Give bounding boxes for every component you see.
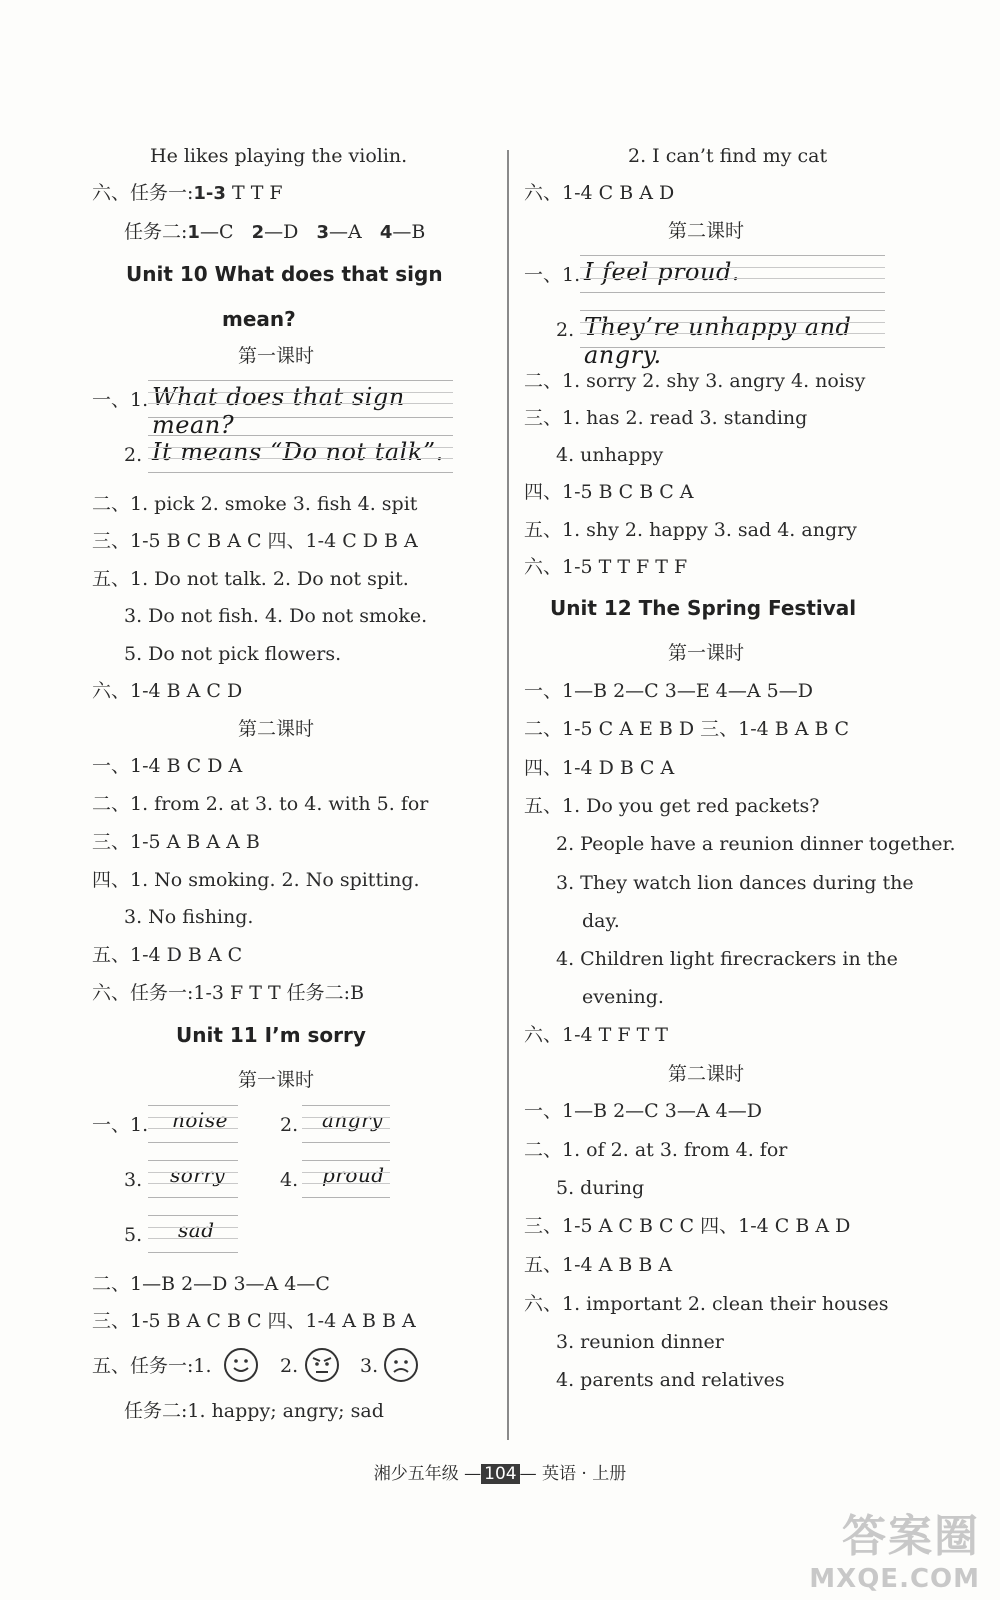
answer-line: 3. Do not fish. 4. Do not smoke. <box>124 605 428 627</box>
unit-title: Unit 10 What does that sign <box>126 262 443 286</box>
answer-line: 任务二:1—C 2—D 3—A 4—B <box>124 221 426 243</box>
lesson-heading: 第二课时 <box>238 718 315 740</box>
answer-line: 任务二:1. happy; angry; sad <box>124 1400 384 1422</box>
handwritten-answer: What does that sign mean? <box>152 383 405 439</box>
question-label: 一、1. <box>92 389 149 411</box>
answer-line: 三、1-5 A B A A B <box>92 831 260 853</box>
answer-line: 3. No fishing. <box>124 906 254 928</box>
answer-line: 3. reunion dinner <box>556 1331 724 1353</box>
watermark-bottom: MXQE.COM <box>809 1564 980 1594</box>
unit-title: Unit 12 The Spring Festival <box>550 596 857 620</box>
question-label: 3. <box>360 1355 379 1377</box>
handwriting-line <box>148 1215 238 1253</box>
handwritten-answer: They’re unhappy and angry. <box>584 313 852 369</box>
watermark-top: 答案圈 <box>842 1511 980 1562</box>
handwriting-line <box>580 310 885 369</box>
answer-line: 六、1-5 T T F T F <box>524 556 688 578</box>
answer-line: 六、任务一:1-3 T T F <box>92 182 283 204</box>
angry-face-icon <box>305 1348 339 1382</box>
answer-line: 三、1-5 B C B A C 四、1-4 C D B A <box>92 530 418 552</box>
lesson-heading: 第二课时 <box>668 1063 745 1085</box>
answer-line: 三、1-5 B A C B C 四、1-4 A B B A <box>92 1310 416 1332</box>
answer-line: 五、1. Do you get red packets? <box>524 795 820 817</box>
handwritten-answer: I feel proud. <box>584 258 740 286</box>
happy-face-icon <box>224 1348 258 1382</box>
answer-line: 三、1. has 2. read 3. standing <box>524 407 808 429</box>
answer-line: 六、1-4 C B A D <box>524 182 675 204</box>
answer-line: 六、1. important 2. clean their houses <box>524 1293 889 1315</box>
answer-line: 4. Children light firecrackers in the <box>556 948 898 970</box>
question-label: 2. <box>280 1355 299 1377</box>
answer-line: 三、1-5 A C B C C 四、1-4 C B A D <box>524 1215 851 1237</box>
lesson-heading: 第一课时 <box>668 642 745 664</box>
answer-line: 四、1. No smoking. 2. No spitting. <box>92 869 420 891</box>
sad-face-icon <box>384 1348 418 1382</box>
handwriting-line <box>302 1105 390 1143</box>
answer-line: 五、1. shy 2. happy 3. sad 4. angry <box>524 519 857 541</box>
answer-line: 四、1-5 B C B C A <box>524 481 694 503</box>
answer-line: 五、1-4 A B B A <box>524 1254 673 1276</box>
question-label: 2. <box>280 1114 299 1136</box>
answer-line: 四、1-4 D B C A <box>524 757 675 779</box>
answer-line: 二、1. of 2. at 3. from 4. for <box>524 1139 788 1161</box>
question-label: 一、1. <box>92 1114 149 1136</box>
answer-line: 一、1-4 B C D A <box>92 755 243 777</box>
column-separator <box>507 150 509 1440</box>
answer-line: 2. I can’t find my cat <box>628 145 828 167</box>
answer-line: 一、1—B 2—C 3—E 4—A 5—D <box>524 680 813 702</box>
answer-line: 二、1. sorry 2. shy 3. angry 4. noisy <box>524 370 866 392</box>
handwritten-answer: It means “Do not talk”. <box>152 438 444 466</box>
answer-line: 3. They watch lion dances during the <box>556 872 914 894</box>
answer-line: 六、1-4 T F T T <box>524 1024 668 1046</box>
handwriting-line <box>580 255 885 293</box>
answer-line: 六、1-4 B A C D <box>92 680 243 702</box>
answer-line: day. <box>582 910 620 932</box>
question-label: 4. <box>280 1169 299 1191</box>
page-footer <box>0 1459 1000 1484</box>
lesson-heading: 第二课时 <box>668 220 745 242</box>
answer-line: 五、1-4 D B A C <box>92 944 243 966</box>
page-number: 104 <box>481 1464 519 1484</box>
question-label: 2. <box>124 444 143 466</box>
answer-line: 二、1. pick 2. smoke 3. fish 4. spit <box>92 493 418 515</box>
answer-line: 二、1-5 C A E B D 三、1-4 B A B C <box>524 718 850 740</box>
question-label: 2. <box>556 319 575 341</box>
answer-line: 二、1. from 2. at 3. to 4. with 5. for <box>92 793 429 815</box>
handwriting-line <box>148 435 453 473</box>
question-label: 3. <box>124 1169 143 1191</box>
answer-line: 5. Do not pick flowers. <box>124 643 342 665</box>
handwritten-answer: noise <box>172 1108 228 1132</box>
footer-grade: 湘少五年级 — <box>373 1464 482 1484</box>
lesson-heading: 第一课时 <box>238 345 315 367</box>
handwritten-answer: sorry <box>170 1163 226 1187</box>
answer-line: 二、1—B 2—D 3—A 4—C <box>92 1273 330 1295</box>
answer-line: 2. People have a reunion dinner together. <box>556 833 956 855</box>
handwriting-line <box>148 1105 238 1143</box>
question-label: 一、1. <box>524 264 581 286</box>
answer-line: 六、任务一:1-3 F T T 任务二:B <box>92 982 365 1004</box>
question-label: 5. <box>124 1224 143 1246</box>
answer-line: 4. parents and relatives <box>556 1369 785 1391</box>
unit-title: Unit 11 I’m sorry <box>176 1023 366 1047</box>
lesson-heading: 第一课时 <box>238 1069 315 1091</box>
handwritten-answer: proud <box>322 1163 385 1187</box>
handwritten-answer: angry <box>322 1108 383 1132</box>
answer-line: 一、1—B 2—C 3—A 4—D <box>524 1100 762 1122</box>
answer-line: He likes playing the violin. <box>150 145 408 167</box>
footer-subject: — 英语 · 上册 <box>519 1464 627 1484</box>
handwriting-line <box>148 1160 238 1198</box>
unit-title-cont: mean? <box>222 307 296 331</box>
handwriting-line <box>148 380 453 439</box>
answer-line: 五、任务一:1. <box>92 1355 212 1377</box>
answer-line: 五、1. Do not talk. 2. Do not spit. <box>92 568 409 590</box>
handwriting-line <box>302 1160 390 1198</box>
answer-line: evening. <box>582 986 664 1008</box>
answer-line: 5. during <box>556 1177 645 1199</box>
answer-line: 4. unhappy <box>556 444 664 466</box>
handwritten-answer: sad <box>178 1218 215 1242</box>
watermark-logo <box>809 1500 980 1594</box>
